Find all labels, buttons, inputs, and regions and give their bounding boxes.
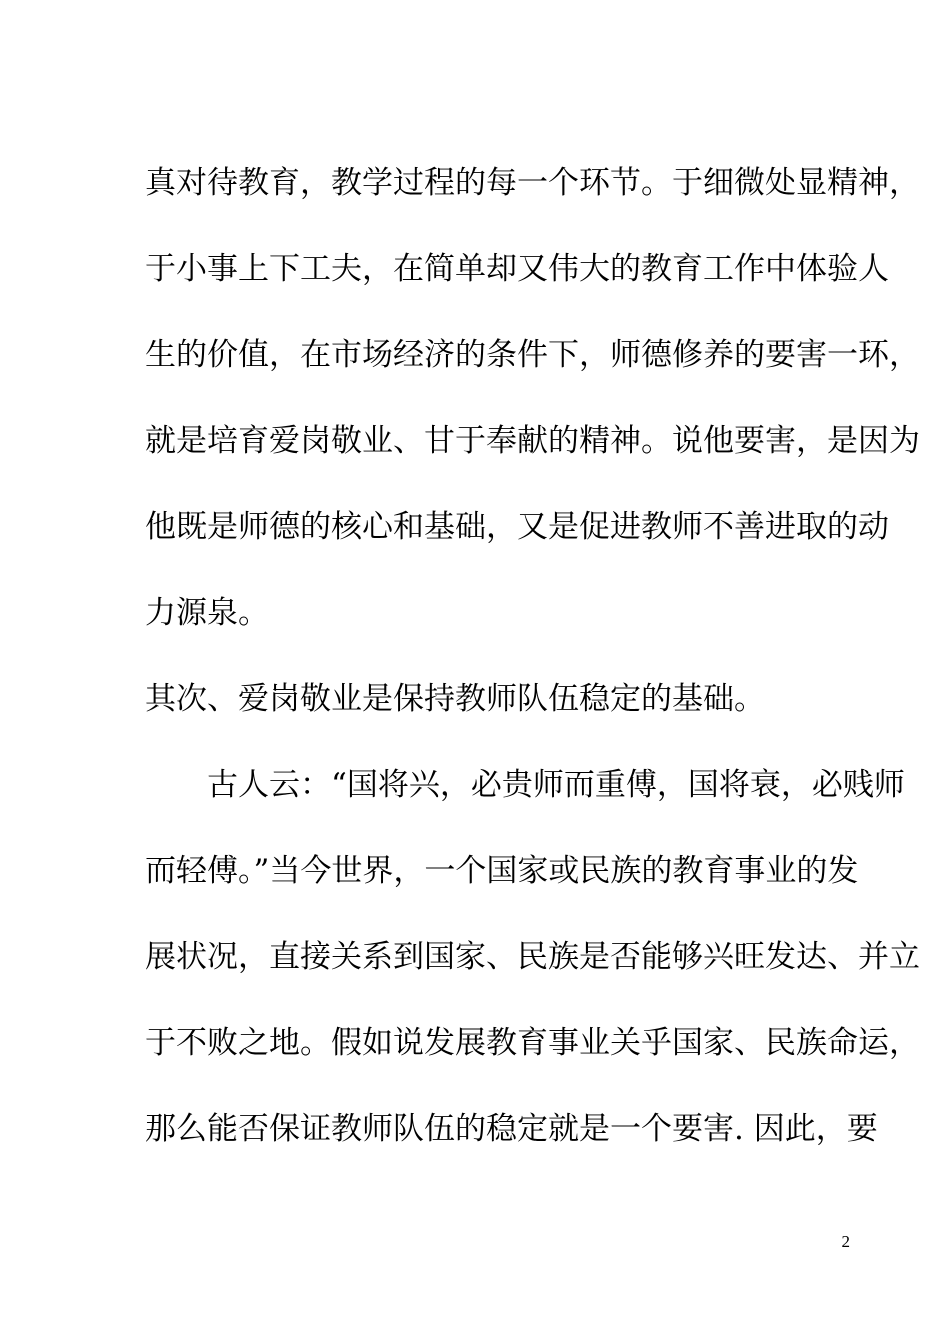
- text-line: 就是培育爱岗敬业、甘于奉献的精神。说他要害，是因为: [145, 423, 920, 459]
- text-line: 展状况，直接关系到国家、民族是否能够兴旺发达、并立: [145, 939, 920, 975]
- section-heading: 其次、爱岗敬业是保持教师队伍稳定的基础。: [145, 681, 765, 717]
- text-line: 那么能否保证教师队伍的稳定就是一个要害. 因此，要: [145, 1111, 878, 1147]
- text-line: 生的价值，在市场经济的条件下，师德修养的要害一环，: [145, 337, 920, 373]
- body-text: [145, 140, 920, 1172]
- text-line: 力源泉。: [145, 595, 269, 631]
- text-line: 真对待教育，教学过程的每一个环节。于细微处显精神，: [145, 165, 920, 201]
- text-line: 他既是师德的核心和基础，又是促进教师不善进取的动: [145, 509, 889, 545]
- text-line: 古人云：“国将兴，必贵师而重傅，国将衰，必贱师: [207, 767, 905, 803]
- page-number: 2: [841, 1232, 850, 1251]
- text-line: 于不败之地。假如说发展教育事业关乎国家、民族命运，: [145, 1025, 920, 1061]
- text-line: 于小事上下工夫，在简单却又伟大的教育工作中体验人: [145, 251, 889, 287]
- text-line: 而轻傅。”当今世界，一个国家或民族的教育事业的发: [145, 853, 859, 889]
